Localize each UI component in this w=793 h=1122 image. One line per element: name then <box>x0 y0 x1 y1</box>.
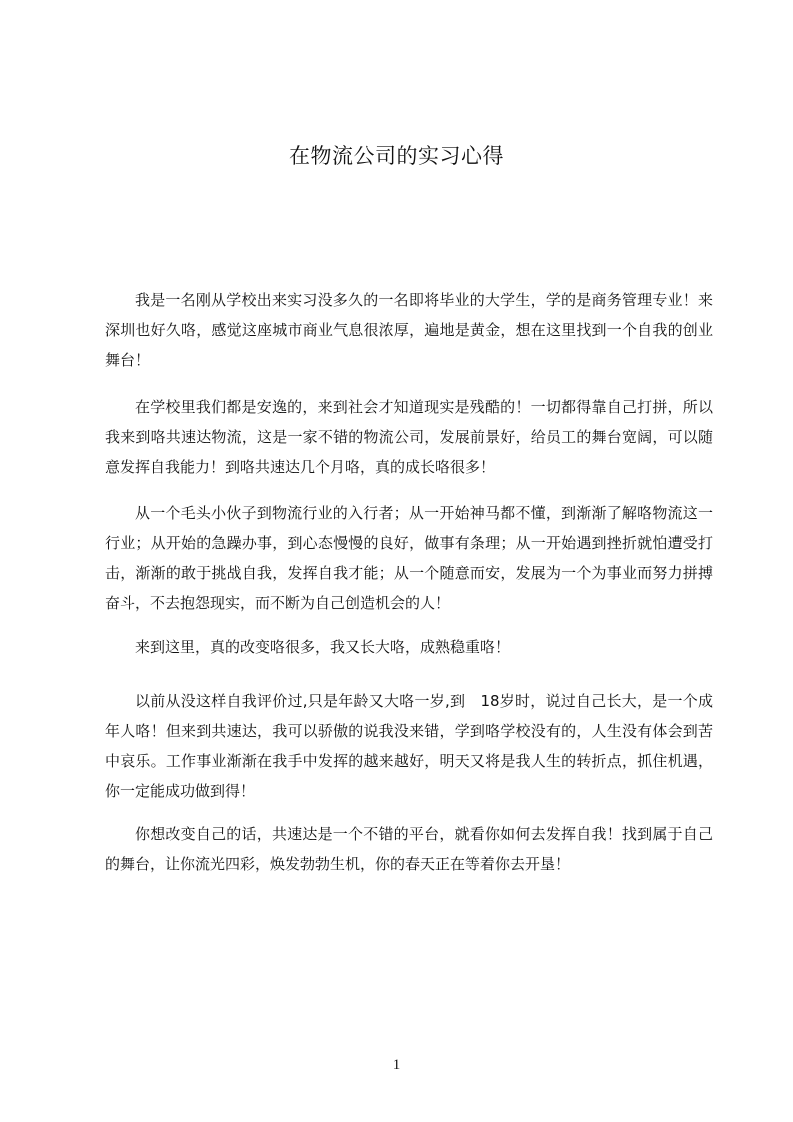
paragraph-2: 在学校里我们都是安逸的，来到社会才知道现实是残酷的！一切都得靠自己打拼，所以我来到咯共速达物流，这是一家不错的物流公司，发展前景好，给员工的舞台宽阔，可以随意发挥自我能力！到咯共速达几个月咯，真的成长咯很多！ <box>105 398 713 476</box>
paragraph-5: 以前从没这样自我评价过,只是年龄又大咯一岁,到 18岁时，说过自己长大，是一个成年人咯！但来到共速达，我可以骄傲的说我没来错，学到咯学校没有的，人生没有体会到苦中哀乐。工作事业渐渐在我手中发挥的越来越好，明天又将是我人生的转折点，抓住机遇，你一定能成功做到得！ <box>105 692 713 800</box>
paragraph-1: 我是一名刚从学校出来实习没多久的一名即将毕业的大学生，学的是商务管理专业！来深圳也好久咯，感觉这座城市商业气息很浓厚，遍地是黄金，想在这里找到一个自我的创业舞台！ <box>105 291 713 369</box>
paragraph-4: 来到这里，真的改变咯很多，我又长大咯，成熟稳重咯！ <box>135 638 511 656</box>
document-title: 在物流公司的实习心得 <box>289 144 504 168</box>
page-number: 1 <box>392 1057 401 1073</box>
paragraph-6: 你想改变自己的话，共速达是一个不错的平台，就看你如何去发挥自我！找到属于自己的舞台，让你流光四彩，焕发勃勃生机，你的春天正在等着你去开垦！ <box>105 825 713 873</box>
paragraph-3: 从一个毛头小伙子到物流行业的入行者；从一开始神马都不懂，到渐渐了解咯物流这一行业；从开始的急躁办事，到心态慢慢的良好，做事有条理；从一开始遇到挫折就怕遭受打击，渐渐的敢于挑战自我，发挥自我才能；从一个随意而安，发展为一个为事业而努力拼搏奋斗，不去抱怨现实，而不断为自己创造机会的人！ <box>105 504 713 612</box>
